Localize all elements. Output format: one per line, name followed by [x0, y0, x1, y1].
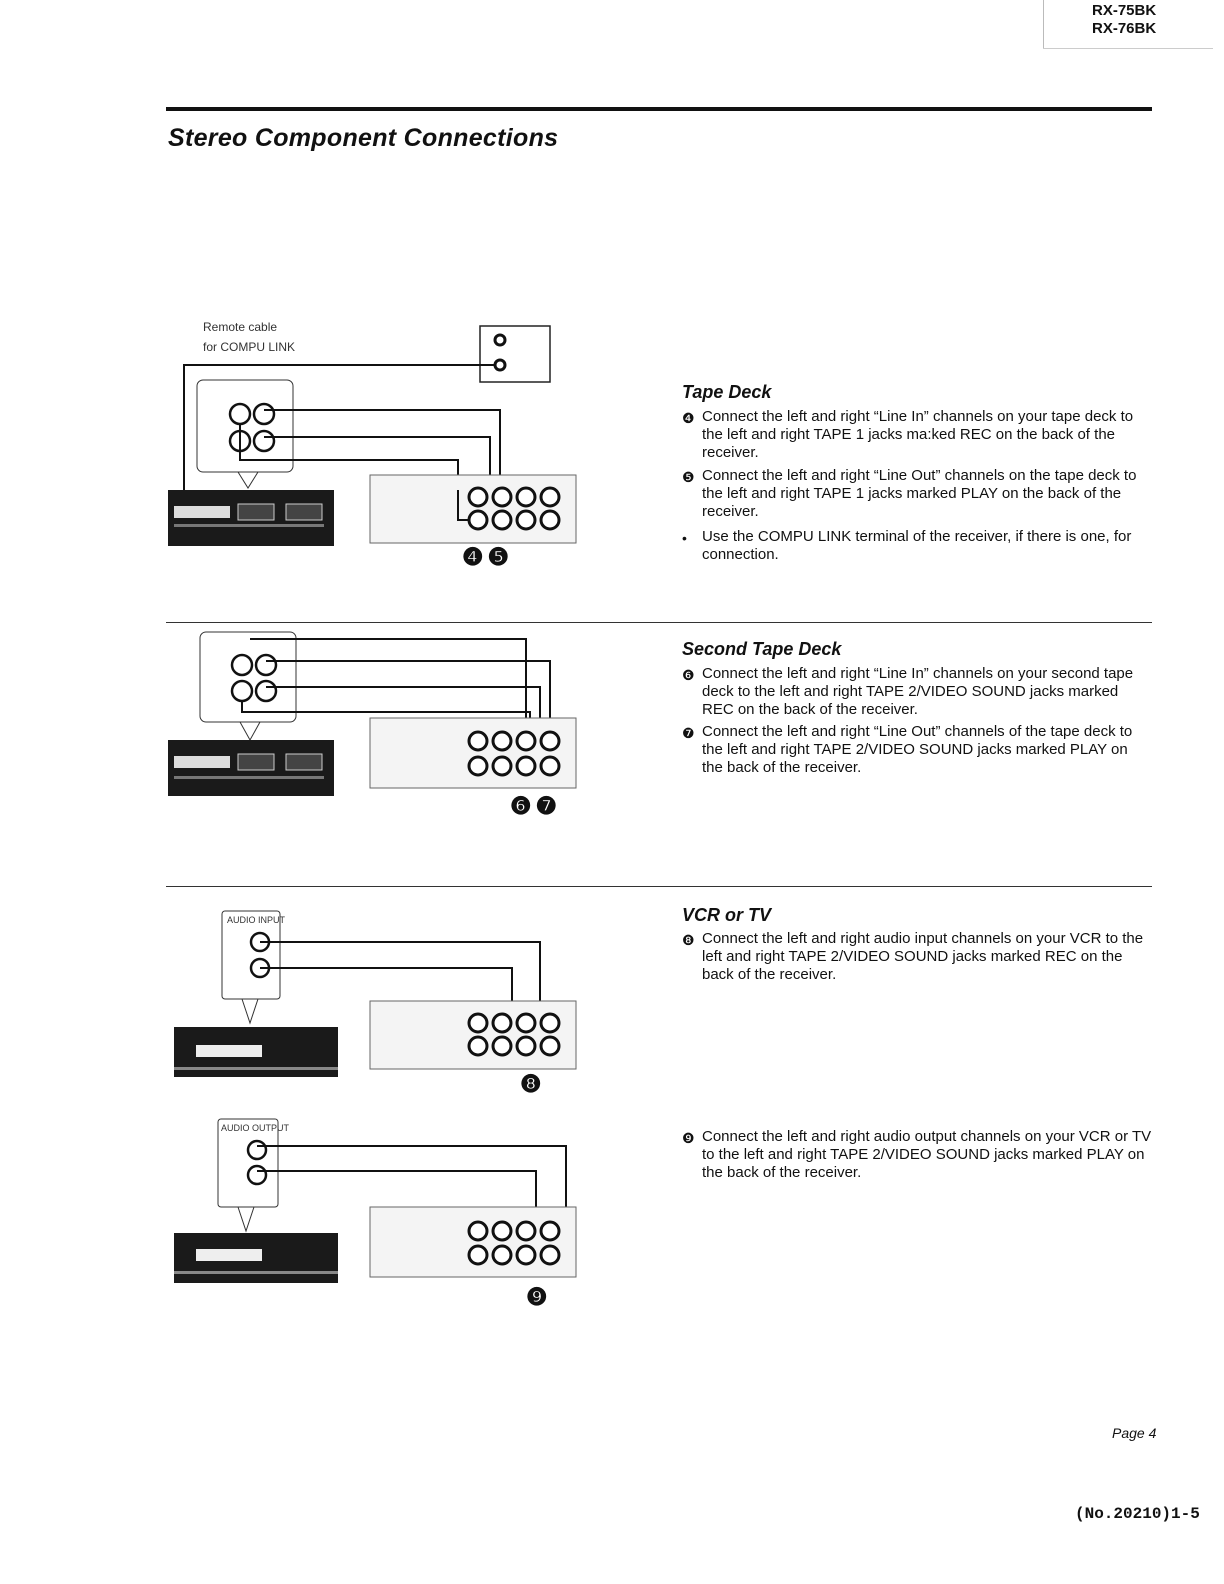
vcr-output-diagram [160, 1115, 590, 1295]
list-item [682, 408, 1152, 462]
page-number: Page 4 [1112, 1425, 1157, 1441]
step-text: Connect the left and right audio input channels on your VCR to the left and right TAPE 2/VIDEO SOUND jacks marked REC on the back of the receiver. [702, 930, 1144, 983]
step-marker: ❺ [682, 469, 695, 485]
tape-deck-heading: Tape Deck [682, 382, 772, 402]
step-marker: ❾ [682, 1130, 695, 1146]
model-line-2: RX-76BK [1092, 20, 1157, 37]
step-marker: ❽ [682, 932, 695, 948]
step-text: Connect the left and right “Line In” channels on your second tape deck to the left and right TAPE 2/VIDEO SOUND jacks marked REC on the back of the receiver. [702, 665, 1134, 718]
section-divider [166, 622, 1152, 623]
audio-input-label: AUDIO INPUT [227, 915, 286, 925]
header-underline [1043, 48, 1213, 49]
step-numbers-6-7: ❻❼ [510, 793, 562, 820]
list-item [682, 467, 1152, 521]
title-rule [166, 107, 1152, 111]
step-number-9: ❾ [526, 1284, 552, 1311]
model-numbers [1092, 2, 1156, 38]
bullet-text: Use the COMPU LINK terminal of the receiver, if there is one, for connection. [702, 528, 1132, 563]
audio-output-label: AUDIO OUTPUT [221, 1123, 290, 1133]
list-item [682, 723, 1152, 777]
step-marker: ❹ [682, 410, 695, 426]
step-text: Connect the left and right audio output channels on your VCR or TV to the left and right TAPE 2/VIDEO SOUND jacks marked PLAY on the back of the receiver. [702, 1128, 1152, 1181]
document-number: (No.20210)1-5 [1075, 1505, 1200, 1523]
step-numbers-4-5: ❹❺ [462, 544, 514, 571]
second-tape-deck-heading: Second Tape Deck [682, 639, 842, 659]
list-item [682, 1128, 1152, 1182]
vcr-input-diagram [160, 905, 590, 1085]
header-divider [1043, 0, 1044, 48]
page-title: Stereo Component Connections [168, 124, 559, 152]
list-item [682, 528, 1152, 564]
list-item [682, 930, 1152, 984]
bullet-marker: • [682, 530, 687, 546]
vcr-tv-heading: VCR or TV [682, 905, 772, 925]
step-text: Connect the left and right “Line In” channels on your tape deck to the left and right TAPE 1 jacks ma:ked REC on the back of the receiver. [702, 408, 1134, 461]
remote-cable-label: Remote cable [203, 320, 278, 334]
model-line-1: RX-75BK [1092, 2, 1157, 19]
tape-deck-diagram [160, 320, 590, 560]
list-item [682, 665, 1152, 719]
step-text: Connect the left and right “Line Out” channels of the tape deck to the left and right TAPE 2/VIDEO SOUND jacks marked PLAY on the back of the receiver. [702, 723, 1133, 776]
second-tape-deck-diagram [160, 628, 590, 808]
step-text: Connect the left and right “Line Out” channels on the tape deck to the left and right TAPE 1 jacks marked PLAY on the back of the receiver. [702, 467, 1137, 520]
compu-link-label: for COMPU LINK [203, 340, 296, 354]
section-divider [166, 886, 1152, 887]
step-marker: ❼ [682, 725, 695, 741]
step-number-8: ❽ [520, 1071, 546, 1098]
step-marker: ❻ [682, 667, 695, 683]
